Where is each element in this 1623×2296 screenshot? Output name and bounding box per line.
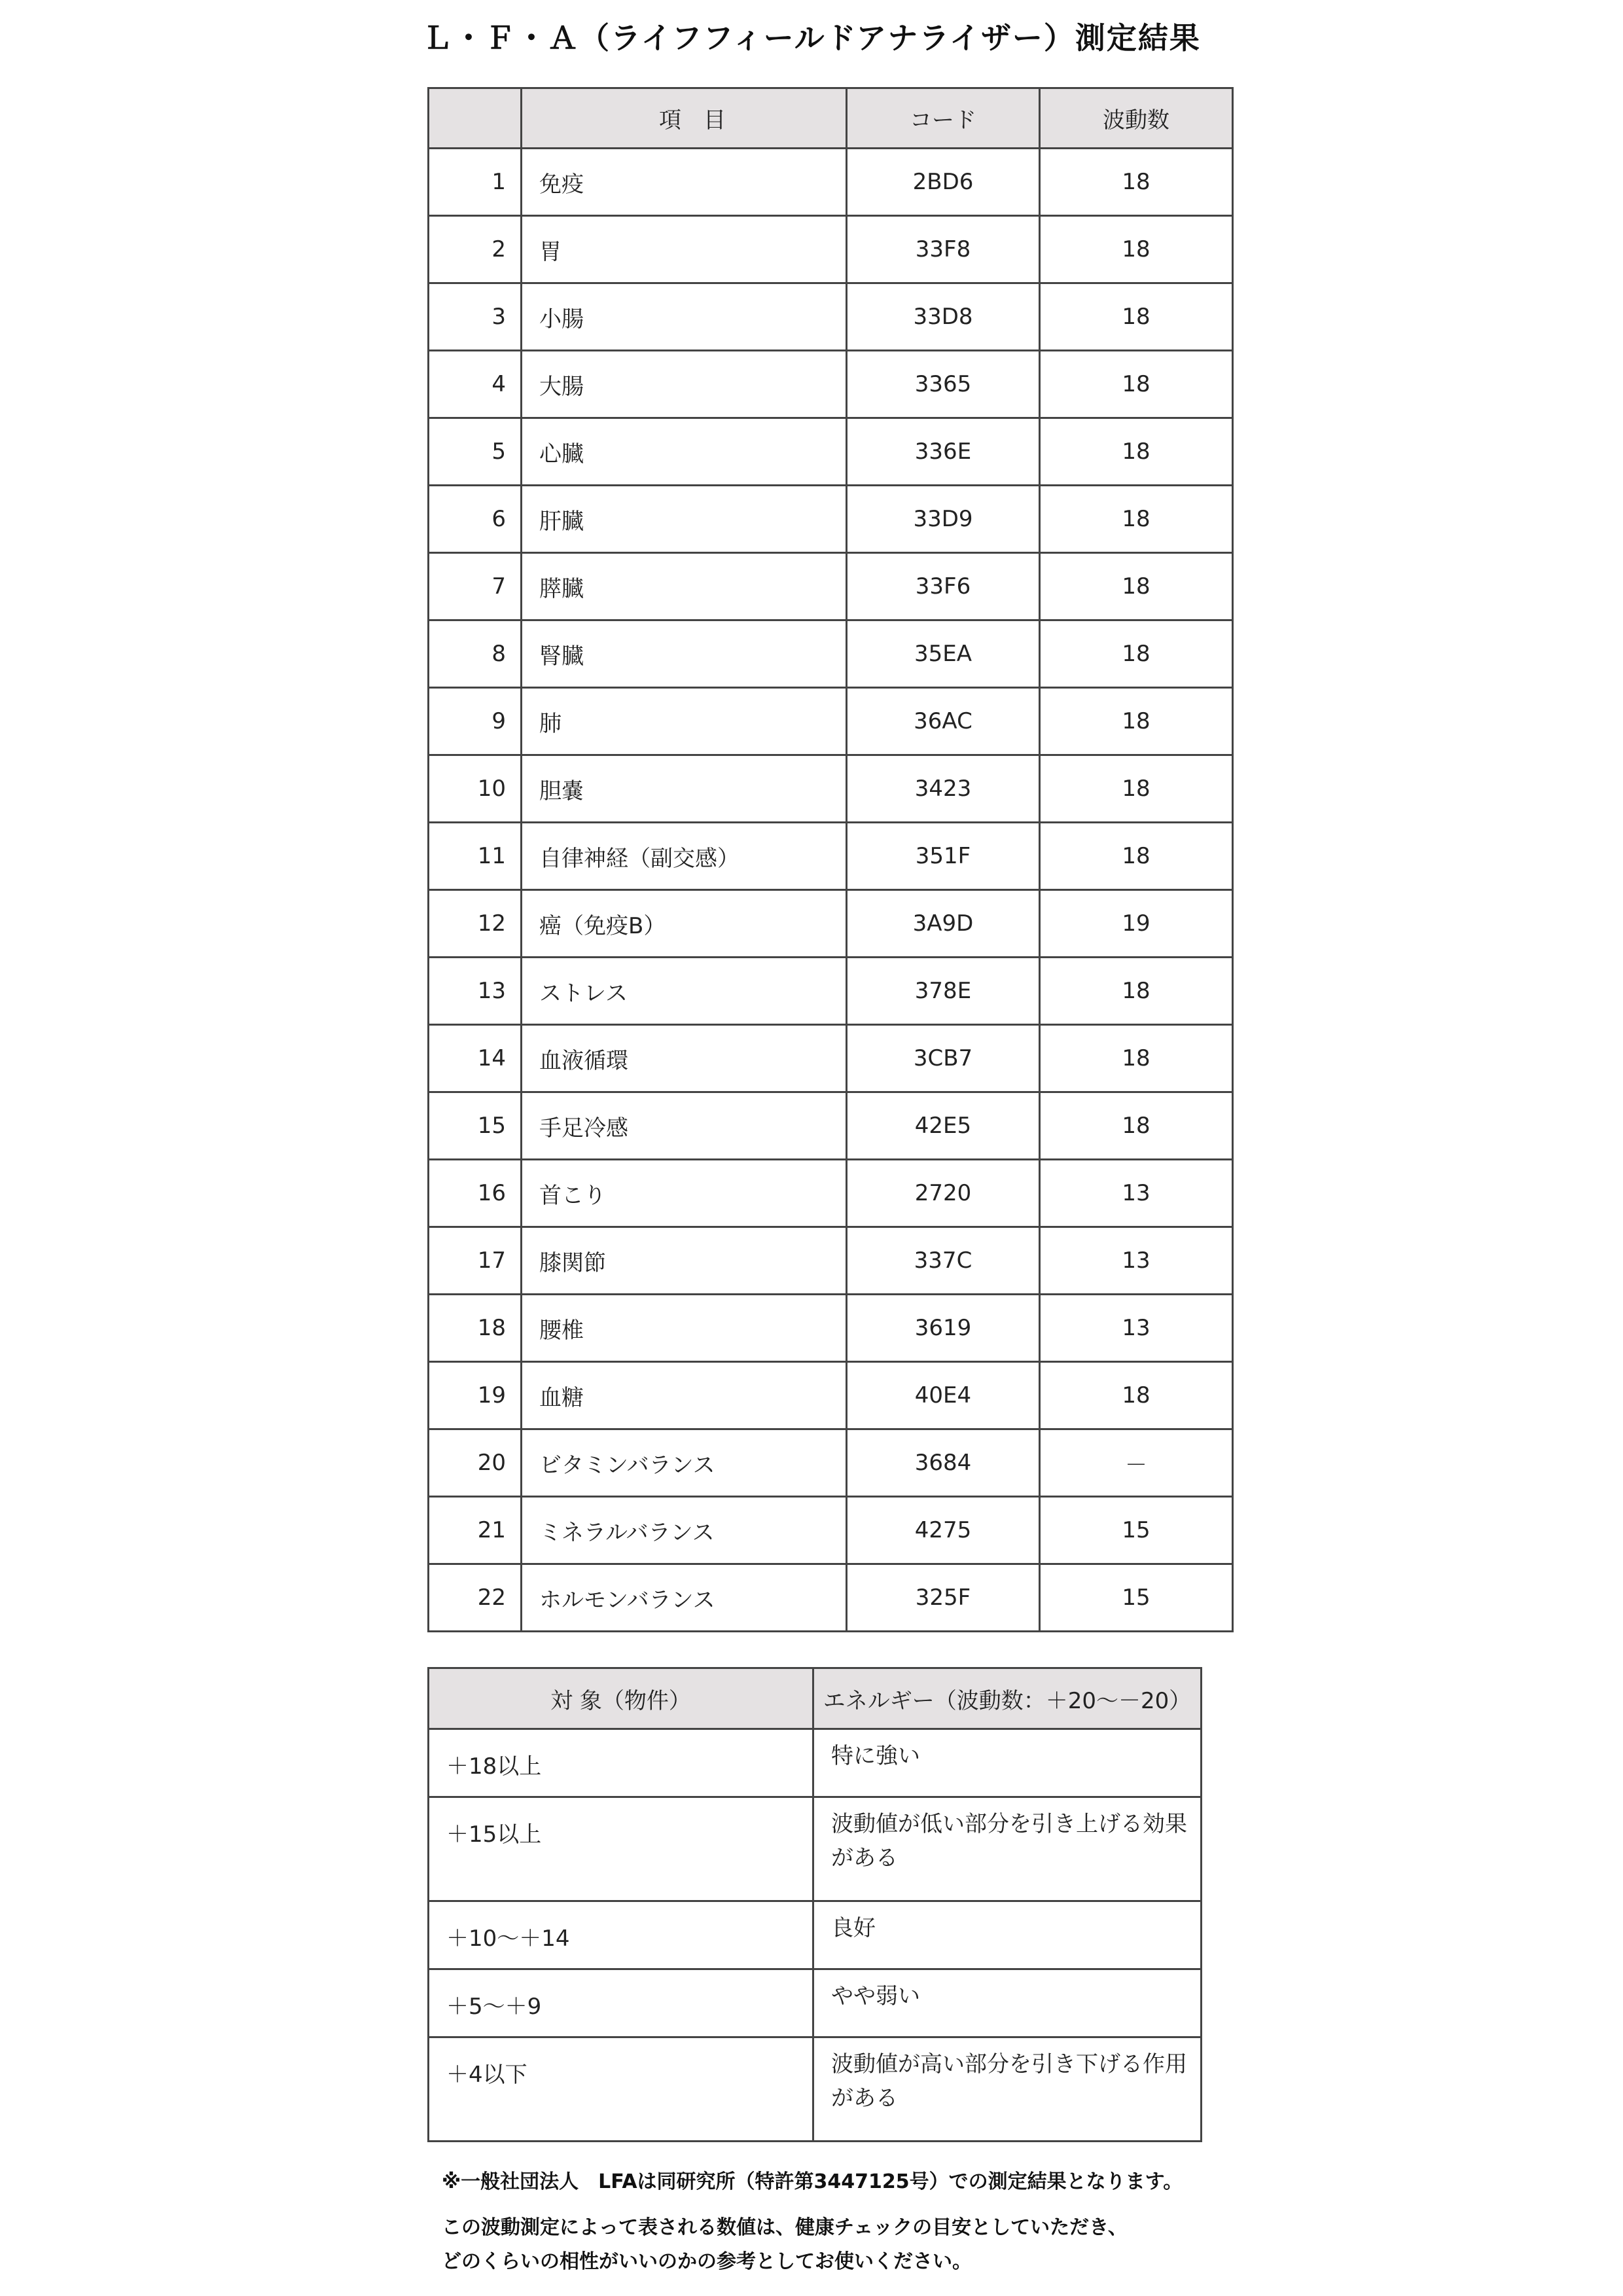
row-no: 5: [429, 418, 522, 486]
page-title: Ｌ・Ｆ・Ａ（ライフフィールドアナライザー）測定結果: [422, 20, 1201, 56]
table-row: [429, 1092, 1233, 1160]
row-no: 11: [429, 823, 522, 890]
legend-energy: 特に強い: [813, 1729, 1202, 1797]
row-wave: 18: [1040, 486, 1233, 553]
row-code: 351F: [847, 823, 1040, 890]
row-no: 13: [429, 958, 522, 1025]
row-wave: 15: [1040, 1497, 1233, 1564]
table-row: [429, 1362, 1233, 1429]
row-wave: 18: [1040, 620, 1233, 688]
legend-row: [429, 1729, 1202, 1797]
legend-energy: やや弱い: [813, 1969, 1202, 2037]
row-item: 癌（免疫B）: [522, 890, 847, 958]
table-row: [429, 553, 1233, 620]
row-no: 14: [429, 1025, 522, 1092]
row-item: 心臓: [522, 418, 847, 486]
row-wave: 18: [1040, 351, 1233, 418]
row-item: 膵臓: [522, 553, 847, 620]
table-row: [429, 149, 1233, 216]
row-no: 6: [429, 486, 522, 553]
row-no: 15: [429, 1092, 522, 1160]
footnote-patent: ※一般社団法人 LFAは同研究所（特許第3447125号）での測定結果となります。: [442, 2170, 1183, 2193]
legend-target: ＋4以下: [429, 2037, 813, 2142]
row-item: 首こり: [522, 1160, 847, 1227]
row-no: 16: [429, 1160, 522, 1227]
row-no: 3: [429, 283, 522, 351]
row-code: 42E5: [847, 1092, 1040, 1160]
row-no: 2: [429, 216, 522, 283]
row-code: 3365: [847, 351, 1040, 418]
row-wave: 18: [1040, 1092, 1233, 1160]
row-item: 腎臓: [522, 620, 847, 688]
legend-header-energy: エネルギー（波動数：＋20～－20）: [813, 1668, 1202, 1729]
row-item: ホルモンバランス: [522, 1564, 847, 1632]
footnote-usage-line1: この波動測定によって表される数値は、健康チェックの目安としていただき、: [442, 2216, 1128, 2239]
row-wave: 18: [1040, 553, 1233, 620]
table-header-row: [429, 88, 1233, 149]
row-code: 2BD6: [847, 149, 1040, 216]
row-code: 378E: [847, 958, 1040, 1025]
row-code: 3619: [847, 1295, 1040, 1362]
table-row: [429, 486, 1233, 553]
table-row: [429, 283, 1233, 351]
row-item: 免疫: [522, 149, 847, 216]
row-code: 33F6: [847, 553, 1040, 620]
row-wave: 13: [1040, 1295, 1233, 1362]
row-code: 337C: [847, 1227, 1040, 1295]
table-row: [429, 958, 1233, 1025]
row-wave: 13: [1040, 1227, 1233, 1295]
row-code: 33D9: [847, 486, 1040, 553]
row-item: 腰椎: [522, 1295, 847, 1362]
row-code: 35EA: [847, 620, 1040, 688]
table-row: [429, 620, 1233, 688]
legend-row: [429, 1969, 1202, 2037]
header-item: 項 目: [522, 88, 847, 149]
legend-energy: 波動値が低い部分を引き上げる効果がある: [813, 1797, 1202, 1901]
row-wave: 18: [1040, 283, 1233, 351]
row-no: 17: [429, 1227, 522, 1295]
row-item: 胆嚢: [522, 755, 847, 823]
row-item: 膝関節: [522, 1227, 847, 1295]
table-row: [429, 1295, 1233, 1362]
legend-row: [429, 1797, 1202, 1901]
row-no: 1: [429, 149, 522, 216]
table-row: [429, 418, 1233, 486]
row-item: 手足冷感: [522, 1092, 847, 1160]
legend-energy: 良好: [813, 1901, 1202, 1969]
row-code: 325F: [847, 1564, 1040, 1632]
table-row: [429, 688, 1233, 755]
row-item: ミネラルバランス: [522, 1497, 847, 1564]
header-wave: 波動数: [1040, 88, 1233, 149]
footnote-usage-line2: どのくらいの相性がいいのかの参考としてお使いください。: [442, 2250, 972, 2273]
row-code: 40E4: [847, 1362, 1040, 1429]
legend-target: ＋5～＋9: [429, 1969, 813, 2037]
row-code: 4275: [847, 1497, 1040, 1564]
row-wave: 18: [1040, 418, 1233, 486]
row-item: 血液循環: [522, 1025, 847, 1092]
row-code: 336E: [847, 418, 1040, 486]
legend-target: ＋15以上: [429, 1797, 813, 1901]
row-code: 2720: [847, 1160, 1040, 1227]
row-item: 胃: [522, 216, 847, 283]
row-item: 大腸: [522, 351, 847, 418]
measurement-table: [427, 87, 1234, 1632]
table-row: [429, 351, 1233, 418]
legend-target: ＋10～＋14: [429, 1901, 813, 1969]
row-code: 3CB7: [847, 1025, 1040, 1092]
row-wave: 13: [1040, 1160, 1233, 1227]
row-item: ストレス: [522, 958, 847, 1025]
row-item: 自律神経（副交感）: [522, 823, 847, 890]
row-item: 血糖: [522, 1362, 847, 1429]
row-code: 3684: [847, 1429, 1040, 1497]
table-row: [429, 1564, 1233, 1632]
legend-header-target: 対 象（物件）: [429, 1668, 813, 1729]
row-wave: －: [1040, 1429, 1233, 1497]
table-row: [429, 1160, 1233, 1227]
row-code: 33F8: [847, 216, 1040, 283]
row-code: 36AC: [847, 688, 1040, 755]
table-row: [429, 1497, 1233, 1564]
legend-energy: 波動値が高い部分を引き下げる作用がある: [813, 2037, 1202, 2142]
table-row: [429, 1429, 1233, 1497]
table-row: [429, 823, 1233, 890]
table-row: [429, 1025, 1233, 1092]
row-item: 肺: [522, 688, 847, 755]
legend-row: [429, 2037, 1202, 2142]
row-no: 9: [429, 688, 522, 755]
row-item: 小腸: [522, 283, 847, 351]
row-no: 7: [429, 553, 522, 620]
row-no: 8: [429, 620, 522, 688]
legend-row: [429, 1901, 1202, 1969]
row-no: 4: [429, 351, 522, 418]
legend-target: ＋18以上: [429, 1729, 813, 1797]
header-code: コード: [847, 88, 1040, 149]
row-no: 12: [429, 890, 522, 958]
row-wave: 18: [1040, 688, 1233, 755]
row-item: 肝臓: [522, 486, 847, 553]
row-no: 19: [429, 1362, 522, 1429]
row-code: 33D8: [847, 283, 1040, 351]
row-no: 21: [429, 1497, 522, 1564]
row-no: 22: [429, 1564, 522, 1632]
table-row: [429, 216, 1233, 283]
row-wave: 19: [1040, 890, 1233, 958]
row-wave: 18: [1040, 823, 1233, 890]
table-row: [429, 1227, 1233, 1295]
legend-table: [427, 1667, 1202, 2142]
row-item: ビタミンバランス: [522, 1429, 847, 1497]
row-no: 18: [429, 1295, 522, 1362]
row-code: 3423: [847, 755, 1040, 823]
table-row: [429, 755, 1233, 823]
row-wave: 18: [1040, 1025, 1233, 1092]
row-wave: 18: [1040, 1362, 1233, 1429]
row-wave: 18: [1040, 958, 1233, 1025]
row-no: 20: [429, 1429, 522, 1497]
row-wave: 15: [1040, 1564, 1233, 1632]
table-row: [429, 890, 1233, 958]
header-no: [429, 88, 522, 149]
row-no: 10: [429, 755, 522, 823]
row-code: 3A9D: [847, 890, 1040, 958]
row-wave: 18: [1040, 755, 1233, 823]
row-wave: 18: [1040, 149, 1233, 216]
row-wave: 18: [1040, 216, 1233, 283]
legend-header-row: [429, 1668, 1202, 1729]
